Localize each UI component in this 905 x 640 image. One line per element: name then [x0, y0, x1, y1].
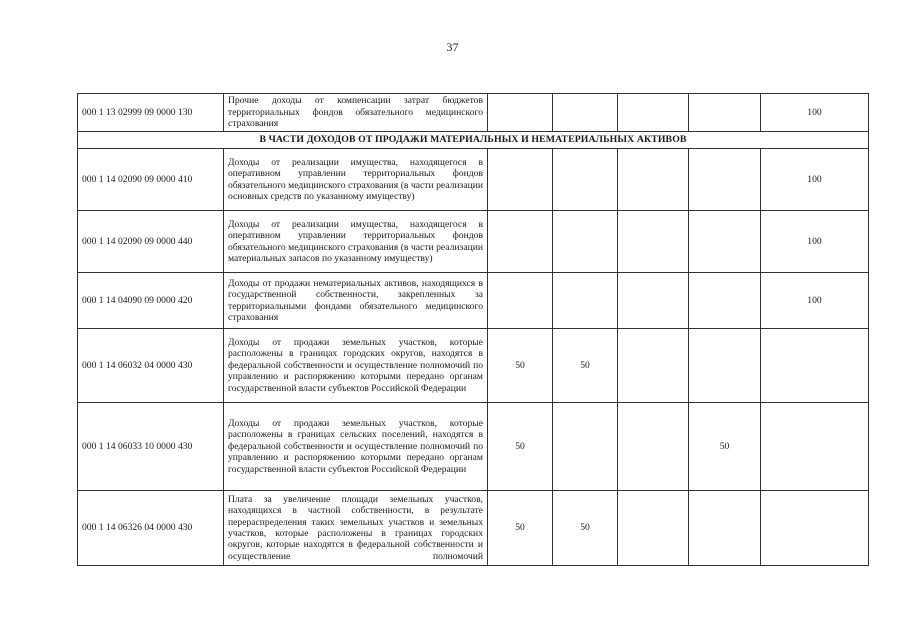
value-cell [689, 149, 761, 211]
table-row [78, 329, 869, 403]
value-cell [618, 273, 689, 329]
section-row [78, 132, 869, 149]
description-cell: Доходы от реализации имущества, находящегося в оперативном управлении территориальных фондов обязательного медицинского страхования (в части реализации материальных запасов по указанному имуществу) [224, 211, 488, 273]
value-cell [689, 211, 761, 273]
value-cell: 100 [761, 94, 869, 132]
table-row [78, 273, 869, 329]
value-cell: 100 [761, 273, 869, 329]
table-row [78, 403, 869, 491]
value-cell: 50 [553, 329, 618, 403]
description-cell: Прочие доходы от компенсации затрат бюджетов территориальных фондов обязательного медицинского страхования [224, 94, 488, 132]
value-cell: 100 [761, 211, 869, 273]
value-cell: 50 [689, 403, 761, 491]
description-cell: Плата за увеличение площади земельных участков, находящихся в частной собственности, в результате перераспределения таких земельных участков и земельных участков, которые расположены в границах городских округов, которые находятся в федеральной собственности и осуществление полномочий [224, 491, 488, 566]
budget-code-cell: 000 1 14 06033 10 0000 430 [78, 403, 224, 491]
value-cell [553, 273, 618, 329]
budget-code-cell: 000 1 13 02999 09 0000 130 [78, 94, 224, 132]
value-cell [618, 149, 689, 211]
value-cell [553, 149, 618, 211]
value-cell: 100 [761, 149, 869, 211]
value-cell [618, 329, 689, 403]
table-row [78, 94, 869, 132]
value-cell [553, 94, 618, 132]
value-cell [618, 211, 689, 273]
description-cell: Доходы от продажи нематериальных активов, находящихся в государственной собственности, закрепленных за территориальными фондами обязательного медицинского страхования [224, 273, 488, 329]
page-number: 37 [446, 40, 459, 54]
value-cell: 50 [488, 403, 553, 491]
value-cell [689, 329, 761, 403]
value-cell [553, 403, 618, 491]
budget-code-cell: 000 1 14 02090 09 0000 440 [78, 211, 224, 273]
value-cell [618, 491, 689, 566]
value-cell [689, 94, 761, 132]
description-cell: Доходы от реализации имущества, находящегося в оперативном управлении территориальных фондов обязательного медицинского страхования (в части реализации основных средств по указанному имуществу) [224, 149, 488, 211]
value-cell [488, 211, 553, 273]
table-row [78, 149, 869, 211]
budget-code-cell: 000 1 14 02090 09 0000 410 [78, 149, 224, 211]
value-cell: 50 [488, 329, 553, 403]
budget-code-cell: 000 1 14 06326 04 0000 430 [78, 491, 224, 566]
value-cell [618, 403, 689, 491]
budget-code-cell: 000 1 14 04090 09 0000 420 [78, 273, 224, 329]
section-title: В ЧАСТИ ДОХОДОВ ОТ ПРОДАЖИ МАТЕРИАЛЬНЫХ И НЕМАТЕРИАЛЬНЫХ АКТИВОВ [78, 132, 869, 149]
value-cell: 50 [488, 491, 553, 566]
value-cell [488, 273, 553, 329]
value-cell [761, 329, 869, 403]
value-cell [488, 94, 553, 132]
value-cell [761, 403, 869, 491]
value-cell [689, 273, 761, 329]
table-row [78, 491, 869, 566]
value-cell [553, 211, 618, 273]
value-cell: 50 [553, 491, 618, 566]
value-cell [761, 491, 869, 566]
description-cell: Доходы от продажи земельных участков, которые расположены в границах сельских поселений, находятся в федеральной собственности и осуществление полномочий по управлению и распоряжению которыми передано органам государственной власти субъектов Российской Федерации [224, 403, 488, 491]
revenue-distribution-table [77, 93, 869, 566]
budget-code-cell: 000 1 14 06032 04 0000 430 [78, 329, 224, 403]
value-cell [618, 94, 689, 132]
value-cell [488, 149, 553, 211]
description-cell: Доходы от продажи земельных участков, которые расположены в границах городских округов, находятся в федеральной собственности и осуществление полномочий по управлению и распоряжению которыми передано органам государственной власти субъектов Российской Федерации [224, 329, 488, 403]
value-cell [689, 491, 761, 566]
table-row [78, 211, 869, 273]
